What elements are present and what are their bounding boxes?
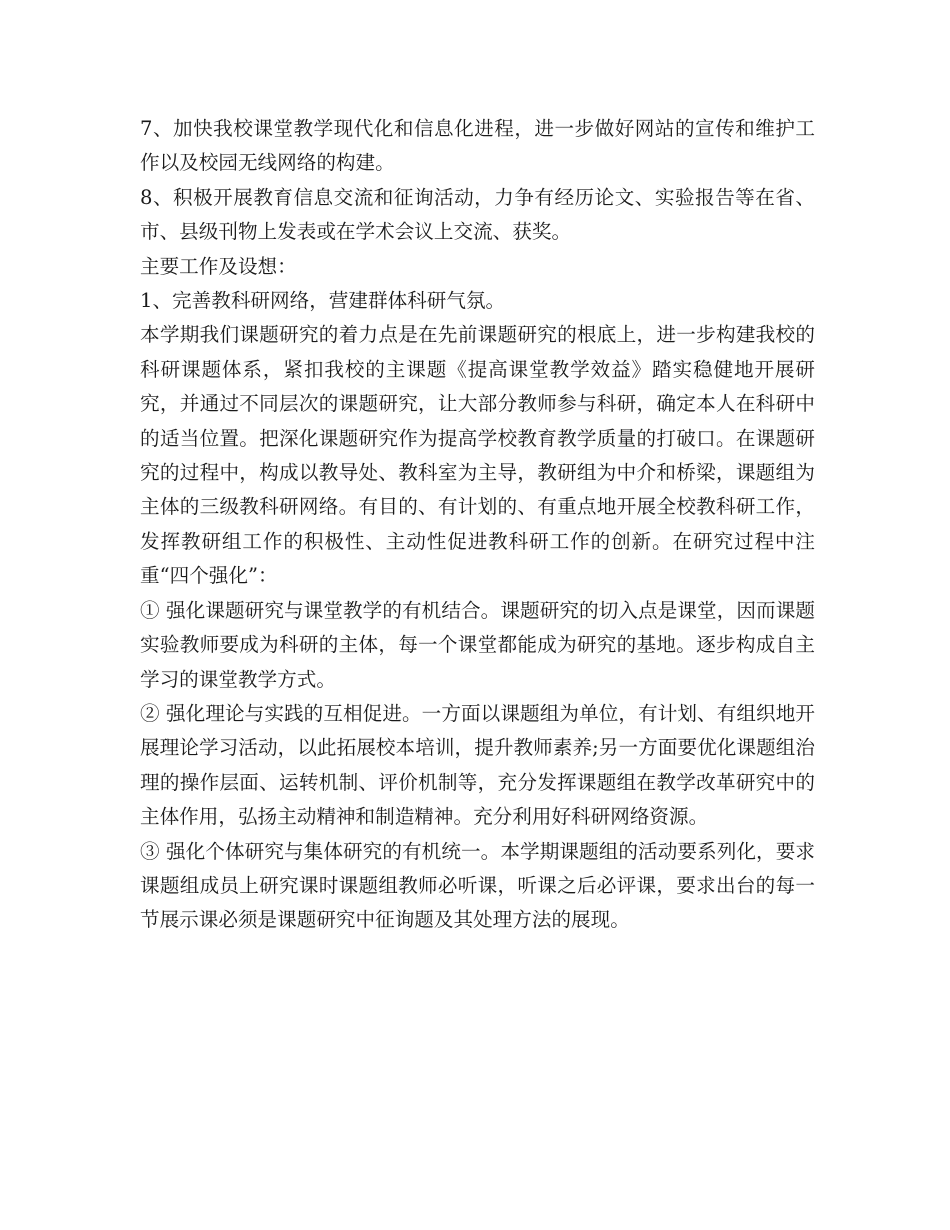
paragraph-strengthen-2: ② 强化理论与实践的互相促进。一方面以课题组为单位，有计划、有组织地开展理论学习活动，以此拓展校本培训，提升教师素养;另一方面要优化课题组治理的操作层面、运转机制、评价机制等，充分发挥课题组在教学改革研究中的主体作用，弘扬主动精神和制造精神。充分利用好科研网络资源。 [140,701,815,829]
paragraph-research-focus: 本学期我们课题研究的着力点是在先前课题研究的根底上，进一步构建我校的科研课题体系，紧扣我校的主课题《提高课堂教学效益》踏实稳健地开展研究，并通过不同层次的课题研究，让大部分教师参与科研，确定本人在科研中的适当位置。把深化课题研究作为提高学校教育教学质量的打破口。在课题研究的过程中，构成以教导处、教科室为主导，教研组为中介和桥梁，课题组为主体的三级教科研网络。有目的、有计划的、有重点地开展全校教科研工作，发挥教研组工作的积极性、主动性促进教科研工作的创新。在研究过程中注重“四个强化”： [140,323,815,588]
paragraph-item-1-heading: 1、完善教科研网络，营建群体科研气氛。 [140,289,506,313]
paragraph-goal-8: 8、积极开展教育信息交流和征询活动，力争有经历论文、实验报告等在省、市、县级刊物上发表或在学术会议上交流、获奖。 [140,185,815,244]
paragraph-strengthen-3: ③ 强化个体研究与集体研究的有机统一。本学期课题组的活动要系列化，要求课题组成员上研究课时课题组教师必听课，听课之后必评课，要求出台的每一节展示课必须是课题研究中征询题及其处理方法的展现。 [140,839,815,932]
paragraph-goal-7: 7、加快我校课堂教学现代化和信息化进程，进一步做好网站的宣传和维护工作以及校园无线网络的构建。 [140,117,815,175]
section-heading-main-work: 主要工作及设想： [140,254,297,278]
document-page [140,112,815,938]
paragraph-strengthen-1: ① 强化课题研究与课堂教学的有机结合。课题研究的切入点是课堂，因而课题实验教师要成为科研的主体，每一个课堂都能成为研究的基地。逐步构成自主学习的课堂教学方式。 [140,598,815,691]
